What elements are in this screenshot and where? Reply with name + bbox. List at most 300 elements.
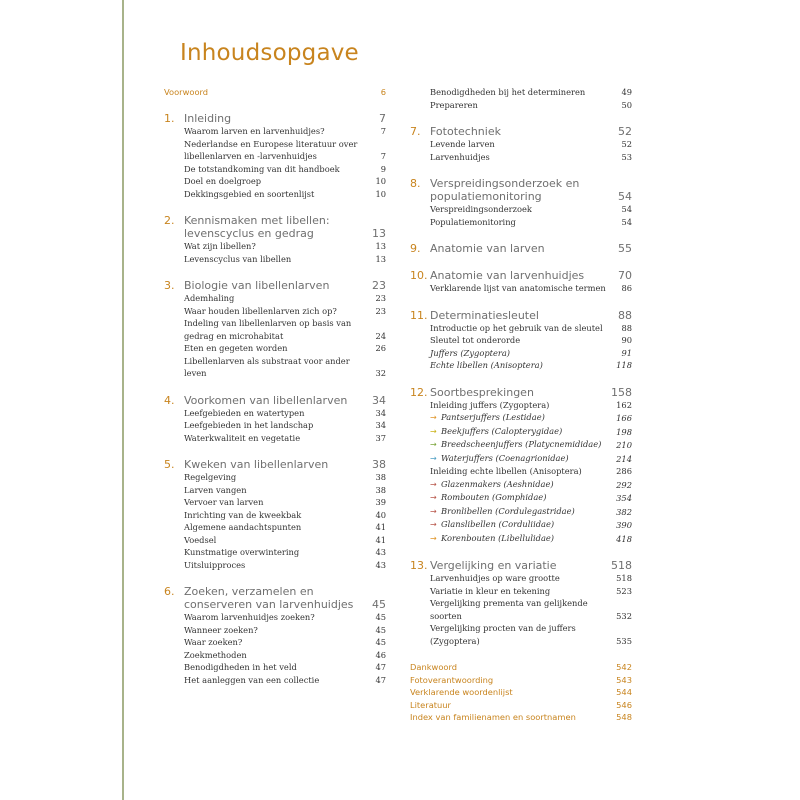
toc-item-page: 53 [621,151,632,162]
toc-item[interactable] [164,509,386,522]
toc-item-text: Glazenmakers (Aeshnidae) [441,478,554,489]
section-page: 52 [618,125,632,138]
toc-item[interactable] [410,465,632,478]
toc-item[interactable] [164,611,386,624]
toc-item[interactable] [410,347,632,360]
toc-section-heading[interactable] [164,585,386,611]
toc-item-text: Glanslibellen (Corduliidae) [441,519,555,529]
toc-item-page: 43 [375,547,386,557]
toc-end-entry[interactable] [410,686,632,699]
section-page: 70 [618,269,632,282]
toc-item-text: Kunstmatige overwintering [184,547,300,557]
toc-item-text: Korenbouten (Libellulidae) [441,532,555,543]
toc-item-page: 26 [375,343,386,353]
toc-item-text: Prepareren [430,99,478,110]
toc-item-text: Sleutel tot onderorde [430,335,521,345]
toc-item-text: Leefgebieden en watertypen [184,407,305,418]
toc-item-page: 523 [616,585,632,596]
toc-item-title [184,138,377,163]
toc-item[interactable] [410,216,632,229]
toc-section [410,559,632,647]
toc-section [410,177,632,228]
toc-item-title [184,649,371,662]
toc-item-page: 40 [375,509,386,520]
section-number: 11. [410,308,428,322]
toc-item[interactable] [164,559,386,572]
section-page: 158 [611,385,632,399]
toc-end-list [410,661,632,724]
toc-item-title [184,188,371,201]
arrow-icon: → [430,453,437,463]
toc-item[interactable] [164,419,386,432]
toc-item-title [430,572,612,585]
toc-item-text: Ademhaling [184,293,235,303]
toc-item-title [184,432,371,445]
toc-end-entry[interactable] [410,699,632,712]
section-page: 45 [372,598,386,611]
toc-item-title [430,347,617,360]
toc-item-text: Populatiemonitoring [430,216,516,227]
toc-item-page: 34 [375,407,386,418]
toc-item[interactable] [410,452,632,466]
toc-section [164,585,386,686]
toc-item-page: 518 [616,573,632,583]
toc-item-title [184,407,371,420]
section-number: 4. [164,393,175,407]
toc-item-text: Het aanleggen van een collectie [184,674,320,685]
toc-item-title [430,491,612,505]
toc-item-page: 390 [616,520,632,530]
section-number: 12. [410,385,428,399]
toc-item[interactable] [164,407,386,420]
section-number: 2. [164,214,175,227]
toc-item[interactable] [410,86,632,99]
toc-item-page: 210 [616,440,632,450]
toc-item[interactable] [410,334,632,347]
toc-item-page: 45 [375,624,386,635]
section-number: 8. [410,177,421,190]
toc-item-title [430,518,612,532]
toc-item-text: Inrichting van de kweekbak [184,509,302,520]
toc-item-title [430,425,612,439]
toc-end-entry[interactable] [410,661,632,674]
toc-entry-page: 544 [616,687,632,697]
toc-item-page: 52 [621,139,632,149]
toc-item-text: Waar houden libellenlarven zich op? [184,305,337,316]
toc-item-text: Introductie op het gebruik van de sleutel [430,322,603,333]
toc-section-heading[interactable] [410,125,632,138]
toc-section [410,269,632,295]
toc-section-heading[interactable] [410,269,632,282]
toc-item[interactable] [164,342,386,355]
toc-item-page: 23 [375,305,386,316]
toc-item-page: 9 [380,163,386,174]
toc-continuation [410,86,632,111]
section-title: Vergelijking en variatie [430,559,557,572]
arrow-icon: → [430,413,437,422]
toc-item-title [184,175,371,188]
toc-item-page: 214 [616,453,632,464]
toc-item-title [184,317,371,342]
toc-item-title [430,86,617,99]
toc-item-title [184,559,371,572]
section-number: 7. [410,125,421,138]
toc-item-title [184,661,371,674]
toc-item-title [430,532,612,546]
toc-item-page: 49 [621,87,632,97]
toc-item[interactable] [164,138,386,163]
toc-item-text: Waterjuffers (Coenagrionidae) [441,452,569,463]
section-page: 88 [618,308,632,322]
toc-section [410,386,632,546]
toc-item[interactable] [164,521,386,534]
toc-item-text: Inleiding juffers (Zygoptera) [430,399,550,410]
toc-item[interactable] [410,399,632,412]
toc-entry-title: Literatuur [410,699,451,710]
toc-item-title [430,334,617,347]
toc-item-title [430,322,617,335]
toc-item[interactable] [164,253,386,266]
toc-item[interactable] [410,491,632,505]
toc-item-title [184,253,371,266]
toc-item-page: 43 [375,559,386,570]
toc-item-text: Inleiding echte libellen (Anisoptera) [430,466,582,476]
toc-item-title [184,163,377,176]
toc-section [164,458,386,571]
toc-item[interactable] [410,359,632,372]
toc-item-page: 354 [616,493,632,503]
toc-item[interactable] [164,240,386,253]
toc-section-heading[interactable] [410,559,632,572]
toc-item-page: 13 [375,241,386,251]
toc-item-text: Eten en gegeten worden [184,343,288,353]
toc-item[interactable] [164,432,386,445]
toc-item-text: Verspreidingsonderzoek [430,204,532,214]
toc-item[interactable] [164,317,386,342]
toc-item[interactable] [164,674,386,687]
toc-item-text: De totstandkoming van dit handboek [184,163,340,174]
page-title: Inhoudsopgave [180,40,359,66]
arrow-icon: → [430,493,437,502]
toc-item-text: Uitsluipproces [184,559,246,570]
section-title: Biologie van libellenlarven [184,279,330,292]
toc-item-text: Vergelijking prementa van gelijkende soorten [430,598,588,621]
arrow-icon: → [430,533,437,543]
toc-item-title [184,624,371,637]
section-page: 55 [618,242,632,255]
toc-entry-voorwoord[interactable] [164,86,386,99]
section-page: 518 [611,559,632,572]
toc-item-text: Voedsel [184,534,217,545]
toc-item[interactable] [410,99,632,112]
toc-item-text: Waarom larven en larvenhuidjes? [184,126,325,136]
section-title: Verspreidingsonderzoek en populatiemonitoring [430,177,580,203]
toc-item-title [430,203,617,216]
toc-section-heading[interactable] [410,386,632,399]
toc-item-text: Verklarende lijst van anatomische termen [430,283,606,293]
section-number: 3. [164,279,175,292]
left-sections [164,112,386,686]
toc-item-title [430,216,617,229]
toc-item-text: Rombouten (Gomphidae) [441,492,547,502]
arrow-icon: → [430,426,437,436]
toc-item-page: 41 [375,534,386,545]
toc-item-title [184,342,371,355]
toc-item-text: Waarom larvenhuidjes zoeken? [184,612,315,622]
toc-item-text: Variatie in kleur en tekening [430,585,551,596]
toc-item-page: 24 [375,330,386,341]
toc-item[interactable] [410,622,632,647]
toc-item-text: Bronlibellen (Cordulegastridae) [441,505,575,516]
arrow-icon: → [430,520,437,529]
toc-item-title [184,611,371,624]
toc-item-page: 10 [375,188,386,199]
toc-item-text: Larven vangen [184,484,247,495]
toc-entry-title: Fotoverantwoording [410,674,494,685]
toc-item-text: Vervoer van larven [184,497,264,507]
toc-item-text: Zoekmethoden [184,649,247,660]
toc-item[interactable] [410,282,632,295]
toc-item-text: Beekjuffers (Calopterygidae) [441,425,563,436]
toc-item-text: Pantserjuffers (Lestidae) [441,412,545,422]
toc-item-page: 198 [616,426,632,437]
toc-section [164,279,386,380]
toc-entry-page: 542 [616,662,632,672]
toc-item-page: 88 [621,322,632,333]
toc-section-heading[interactable] [164,394,386,407]
toc-item[interactable] [164,163,386,176]
section-title: Kweken van libellenlarven [184,458,329,471]
section-title: Fototechniek [430,125,501,138]
toc-item-title [430,585,612,598]
toc-item-text: Regelgeving [184,472,237,482]
toc-item[interactable] [410,151,632,164]
section-title: Inleiding [184,112,232,125]
toc-item[interactable] [164,292,386,305]
toc-item-title [184,496,371,509]
toc-item[interactable] [164,188,386,201]
toc-column-left [164,86,386,700]
section-title: Voorkomen van libellenlarven [184,393,348,407]
toc-item-text: Benodigdheden in het veld [184,662,297,672]
toc-item[interactable] [164,484,386,497]
toc-item-text: Dekkingsgebied en soortenlijst [184,188,315,199]
toc-item-text: Levenscyclus van libellen [184,253,292,264]
toc-item[interactable] [410,203,632,216]
toc-item-page: 54 [621,204,632,214]
toc-item-text: Leefgebieden in het landschap [184,420,314,430]
toc-item-title [184,292,371,305]
toc-item[interactable] [164,355,386,380]
toc-item-title [430,151,617,164]
section-number: 13. [410,559,428,572]
toc-item-text: Doel en doelgroep [184,176,262,186]
toc-item-page: 47 [375,674,386,685]
toc-item-text: Wanneer zoeken? [184,624,258,635]
toc-item[interactable] [164,305,386,318]
toc-item-page: 13 [375,253,386,264]
toc-item-title [430,452,612,466]
toc-item[interactable] [164,649,386,662]
toc-item-title [184,471,371,484]
toc-item-title [430,622,612,647]
toc-item-page: 38 [375,484,386,495]
section-number: 9. [410,242,421,255]
toc-item-title [430,138,617,151]
toc-item-text: Waar zoeken? [184,637,243,647]
section-page: 23 [372,279,386,292]
toc-item-page: 34 [375,420,386,430]
toc-item-page: 45 [375,637,386,647]
toc-item[interactable] [164,496,386,509]
toc-item-text: Algemene aandachtspunten [184,522,302,532]
toc-item-text: Benodigdheden bij het determineren [430,87,586,97]
toc-item-title [430,438,612,452]
toc-section-heading[interactable] [410,309,632,322]
section-page: 7 [379,112,386,125]
toc-item-page: 37 [375,432,386,443]
toc-item-text: Juffers (Zygoptera) [430,347,511,358]
toc-item-title [430,597,612,622]
toc-end-entry[interactable] [410,711,632,724]
toc-item-page: 7 [380,126,386,136]
toc-section-heading[interactable] [164,112,386,125]
toc-item[interactable] [410,138,632,151]
toc-section-heading[interactable] [410,177,632,203]
toc-end-entry[interactable] [410,674,632,687]
toc-item-page: 382 [616,506,632,517]
toc-item-title [184,419,371,432]
toc-item[interactable] [410,532,632,546]
toc-item-page: 86 [621,283,632,293]
toc-item[interactable] [410,597,632,622]
toc-item-page: 166 [616,413,632,423]
toc-section [410,242,632,255]
page-edge-line [122,0,124,800]
toc-item-page: 23 [375,293,386,303]
toc-item-title [430,465,612,478]
toc-item-title [430,478,612,492]
toc-item-page: 286 [616,466,632,476]
toc-item-page: 90 [621,335,632,345]
toc-item-title [184,521,371,534]
toc-item[interactable] [410,425,632,439]
toc-section-heading[interactable] [164,279,386,292]
toc-item[interactable] [410,585,632,598]
toc-item-text: Levende larven [430,139,495,149]
toc-item-page: 10 [375,176,386,186]
toc-item[interactable] [164,175,386,188]
toc-item-text: Wat zijn libellen? [184,241,256,251]
toc-item-page: 118 [616,360,632,370]
toc-entry-title: Voorwoord [164,87,209,97]
toc-item-text: Libellenlarven als substraat voor ander leven [184,355,350,378]
toc-entry-title: Index van familienamen en soortnamen [410,712,576,722]
toc-item-title [184,355,371,380]
toc-item[interactable] [410,518,632,532]
toc-entry-page: 548 [616,712,632,722]
toc-entry-page: 6 [380,87,386,97]
toc-item[interactable] [164,636,386,649]
toc-section [410,125,632,163]
toc-item[interactable] [164,125,386,138]
section-title: Kennismaken met libellen: levenscyclus en gedrag [184,214,330,240]
toc-item-text: Larvenhuidjes [430,151,490,162]
toc-item-title [430,359,612,372]
toc-item-title [184,546,371,559]
toc-section-heading[interactable] [164,214,386,240]
toc-item-page: 292 [616,479,632,490]
section-number: 5. [164,458,175,471]
arrow-icon: → [430,506,437,516]
toc-item-page: 50 [621,99,632,110]
toc-item-title [184,305,371,318]
arrow-icon: → [430,440,437,449]
toc-item[interactable] [410,572,632,585]
section-number: 1. [164,112,175,125]
toc-item[interactable] [164,624,386,637]
section-page: 34 [372,393,386,407]
toc-item-title [184,509,371,522]
toc-item[interactable] [164,661,386,674]
toc-item-page: 418 [616,533,632,544]
toc-item-text: Larvenhuidjes op ware grootte [430,573,560,583]
toc-section-heading[interactable] [410,242,632,255]
toc-item-title [184,674,371,687]
toc-entry-page: 543 [616,674,632,685]
toc-section-heading[interactable] [164,458,386,471]
toc-item[interactable] [410,505,632,519]
toc-item[interactable] [164,534,386,547]
toc-item-title [430,505,612,519]
toc-item-page: 39 [375,497,386,507]
toc-item[interactable] [410,322,632,335]
toc-item-title [430,282,617,295]
toc-item[interactable] [410,478,632,492]
toc-item-title [430,399,612,412]
toc-item-page: 54 [621,216,632,227]
toc-item-page: 535 [616,635,632,646]
section-number: 6. [164,585,175,598]
right-sections [410,125,632,647]
toc-section [164,394,386,445]
toc-item-text: Echte libellen (Anisoptera) [430,360,543,370]
toc-column-right [410,86,632,724]
section-title: Determinatiesleutel [430,308,539,322]
toc-item-page: 38 [375,472,386,482]
toc-item-text: Vergelijking procten van de juffers (Zygoptera) [430,623,576,646]
toc-section [164,112,386,200]
toc-item-page: 162 [616,399,632,410]
section-title: Anatomie van larvenhuidjes [430,269,585,282]
toc-item[interactable] [410,438,632,452]
toc-item-title [430,99,617,112]
toc-item-page: 45 [375,612,386,622]
toc-item-text: Indeling van libellenlarven op basis van gedrag en microhabitat [184,318,352,341]
toc-item[interactable] [410,411,632,425]
toc-section [164,214,386,265]
section-page: 54 [618,190,632,203]
section-page: 13 [372,227,386,240]
section-page: 38 [372,458,386,471]
toc-item[interactable] [164,546,386,559]
toc-item[interactable] [164,471,386,484]
section-title: Anatomie van larven [430,242,545,255]
toc-entry-title: Dankwoord [410,662,458,672]
toc-section [410,309,632,372]
toc-item-title [184,534,371,547]
toc-entry-title: Verklarende woordenlijst [410,687,513,697]
